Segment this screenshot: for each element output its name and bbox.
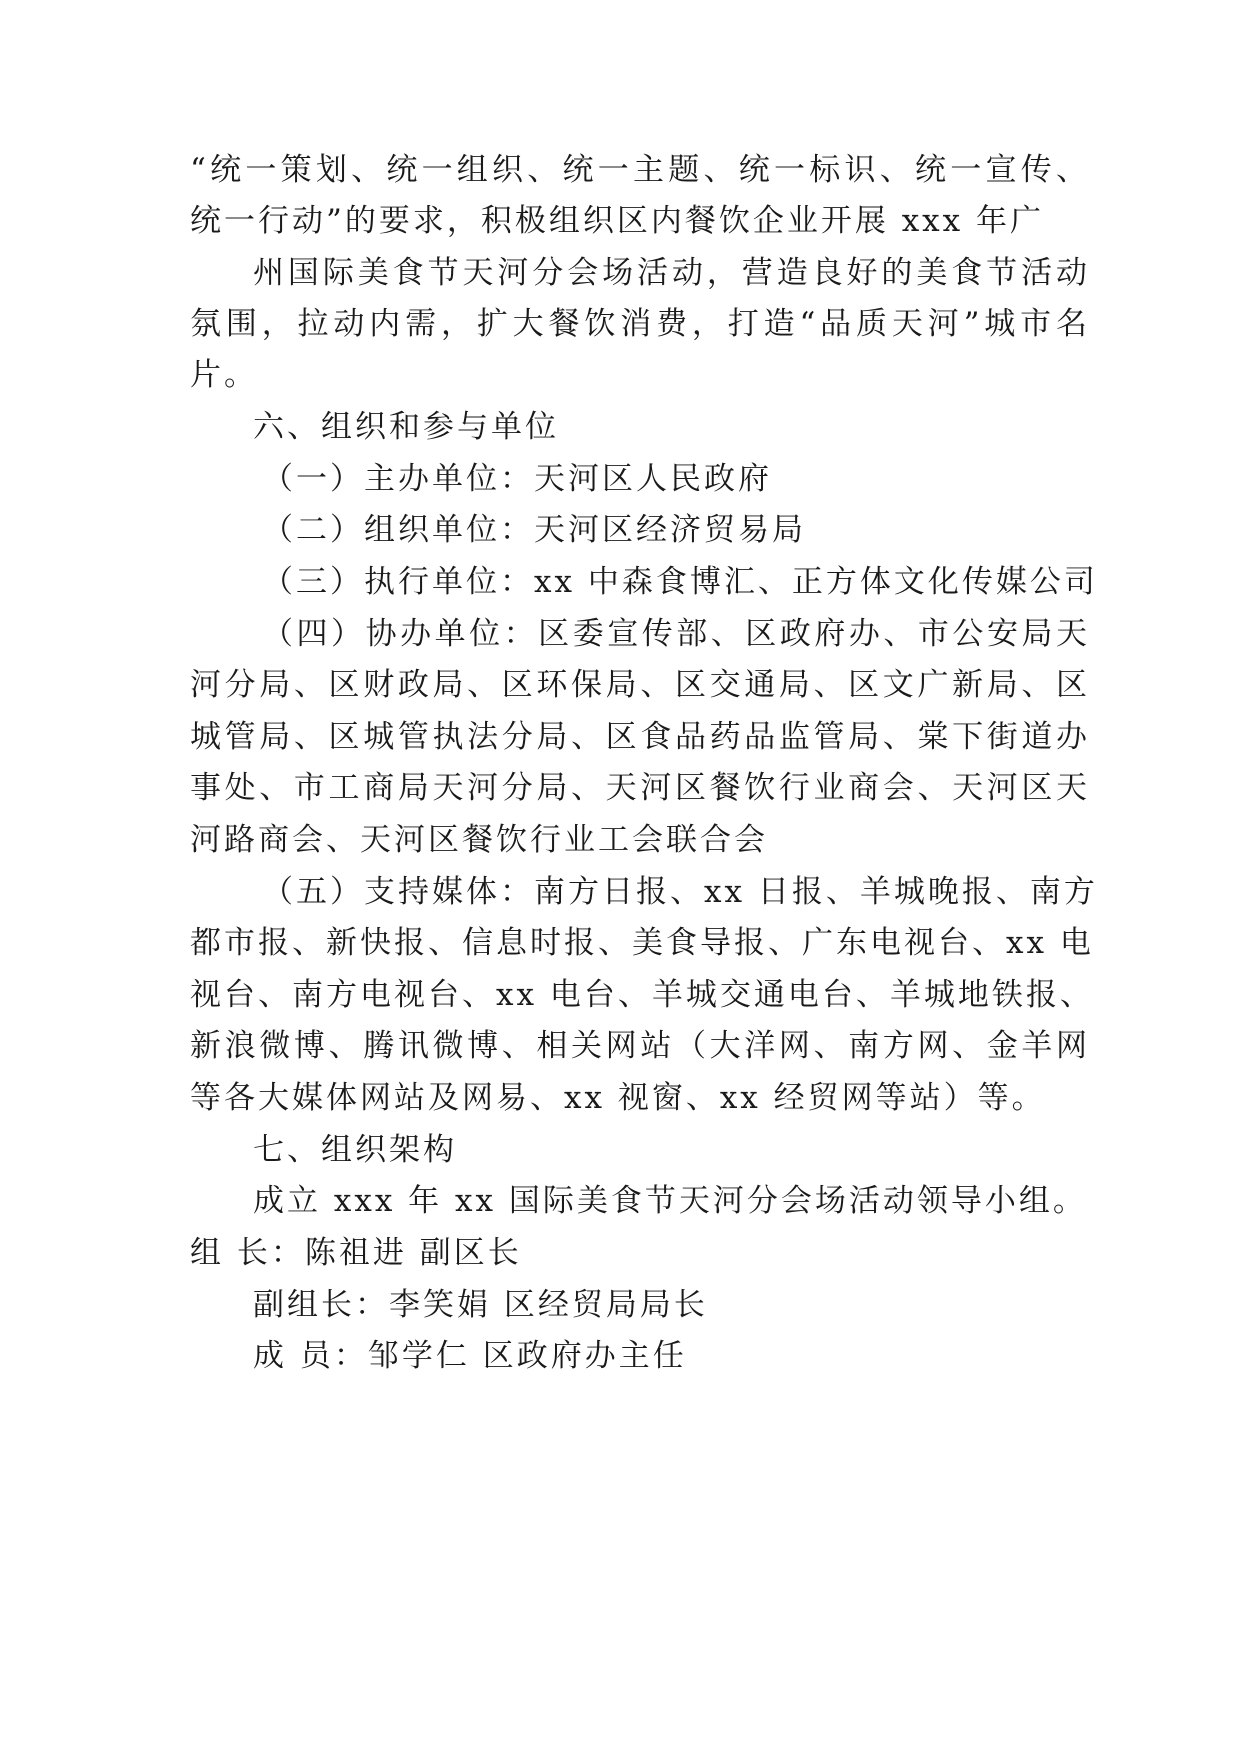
- section-heading-structure: 七、组织架构: [253, 1132, 457, 1168]
- text-line-organizer: （二）组织单位：天河区经济贸易局: [262, 512, 806, 548]
- text-line-member: 成 员：邹学仁 区政府办主任: [253, 1338, 687, 1374]
- text-line-media: （五）支持媒体：南方日报、xx 日报、羊城晚报、南方: [262, 874, 1098, 910]
- text-line-media-3: 视台、南方电视台、xx 电台、羊城交通电台、羊城地铁报、: [190, 977, 1094, 1013]
- text-line-co-organizers-5: 河路商会、天河区餐饮行业工会联合会: [190, 822, 768, 858]
- text-line-2: 统一行动”的要求，积极组织区内餐饮企业开展 xxx 年广: [190, 203, 1045, 239]
- text-line-deputy-leader: 副组长：李笑娟 区经贸局局长: [253, 1287, 708, 1323]
- text-line-media-4: 新浪微博、腾讯微博、相关网站（大洋网、南方网、金羊网: [190, 1028, 1090, 1064]
- text-line-4: 氛围，拉动内需，扩大餐饮消费，打造“品质天河”城市名: [190, 306, 1090, 342]
- text-line-5: 片。: [190, 357, 258, 393]
- text-line-media-2: 都市报、新快报、信息时报、美食导报、广东电视台、xx 电: [190, 925, 1094, 961]
- text-line-group-leader: 组 长：陈祖进 副区长: [190, 1235, 522, 1271]
- text-line-executor: （三）执行单位：xx 中森食博汇、正方体文化传媒公司: [262, 564, 1098, 600]
- text-line-host: （一）主办单位：天河区人民政府: [262, 461, 772, 497]
- text-line-3: 州国际美食节天河分会场活动，营造良好的美食节活动: [253, 255, 1090, 291]
- section-heading-organization: 六、组织和参与单位: [253, 409, 559, 445]
- text-line-co-organizers-4: 事处、市工商局天河分局、天河区餐饮行业商会、天河区天: [190, 770, 1090, 806]
- text-line-co-organizers-2: 河分局、区财政局、区环保局、区交通局、区文广新局、区: [190, 667, 1090, 703]
- text-line-co-organizers-3: 城管局、区城管执法分局、区食品药品监管局、棠下街道办: [190, 719, 1090, 755]
- text-line-1: “统一策划、统一组织、统一主题、统一标识、统一宣传、: [190, 152, 1090, 188]
- text-line-leading-group: 成立 xxx 年 xx 国际美食节天河分会场活动领导小组。: [253, 1183, 1087, 1219]
- text-line-co-organizers: （四）协办单位：区委宣传部、区政府办、市公安局天: [262, 616, 1090, 652]
- text-line-media-5: 等各大媒体网站及网易、xx 视窗、xx 经贸网等站）等。: [190, 1080, 1046, 1116]
